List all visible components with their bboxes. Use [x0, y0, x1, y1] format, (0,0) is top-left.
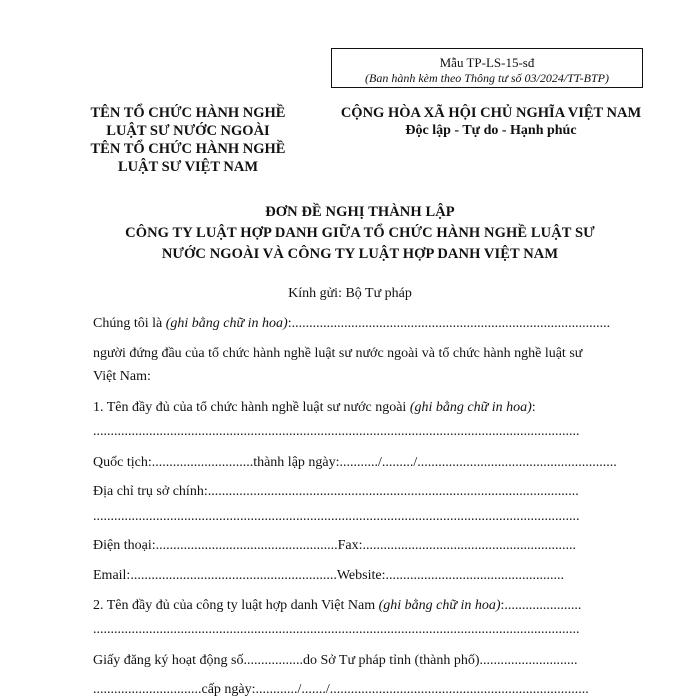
address-line[interactable]: Địa chỉ trụ sở chính:.......................................................................................................... [93, 484, 579, 499]
national-name: CỘNG HÒA XÃ HỘI CHỦ NGHĨA VIỆT NAM [340, 105, 642, 121]
license-line[interactable]: Giấy đăng ký hoạt động số.................do Sở Tư pháp tỉnh (thành phố)............................ [93, 653, 578, 668]
address-fill[interactable]: ........................................................................................................................................... [93, 509, 580, 524]
item2-fill[interactable]: :...................... [500, 598, 582, 613]
item1-hint: (ghi bằng chữ in hoa) [409, 400, 532, 415]
heads-line-2: Việt Nam: [93, 369, 151, 384]
item1-fill[interactable]: ........................................................................................................................................... [93, 424, 580, 439]
org-header-line: TÊN TỔ CHỨC HÀNH NGHỀ [90, 105, 286, 121]
org-header-line: LUẬT SƯ VIỆT NAM [117, 159, 259, 175]
phone-fax-line[interactable]: Điện thoại:....................................................Fax:............................................................. [93, 538, 576, 553]
form-code: Mẫu TP-LS-15-sđ [439, 55, 535, 70]
item2-line [93, 597, 633, 615]
org-header-line: LUẬT SƯ NƯỚC NGOÀI [106, 123, 270, 139]
recipient-line: Kính gửi: Bộ Tư pháp [288, 286, 412, 301]
issued-date-line[interactable]: ...............................cấp ngày:............/......./.......................................................................... [93, 682, 589, 697]
item2-fill-line[interactable]: ........................................................................................................................................... [93, 622, 580, 637]
item2-label: 2. Tên đầy đủ của công ty luật hợp danh Việt Nam [93, 598, 379, 613]
title-line: NƯỚC NGOÀI VÀ CÔNG TY LUẬT HỢP DANH VIỆT NAM [161, 246, 559, 262]
form-issuance-note: (Ban hành kèm theo Thông tư số 03/2024/TT-BTP) [365, 71, 609, 85]
title-line: ĐƠN ĐỀ NGHỊ THÀNH LẬP [265, 204, 455, 220]
item1-line [93, 399, 633, 417]
national-header [322, 104, 660, 140]
applicant-line [93, 315, 633, 333]
applicant-hint: (ghi bằng chữ in hoa) [165, 316, 288, 331]
email-website-line[interactable]: Email:...........................................................Website:................................................... [93, 568, 564, 583]
title-line: CÔNG TY LUẬT HỢP DANH GIỮA TỔ CHỨC HÀNH NGHỀ LUẬT SƯ [125, 225, 595, 241]
nationality-line[interactable]: Quốc tịch:.............................thành lập ngày:.........../........./......................................................... [93, 455, 617, 470]
national-motto: Độc lập - Tự do - Hạnh phúc [405, 123, 577, 138]
organization-header [72, 104, 304, 176]
applicant-label: Chúng tôi là [93, 316, 166, 331]
item1-label: 1. Tên đầy đủ của tổ chức hành nghề luật sư nước ngoài [93, 400, 410, 415]
heads-line-1: người đứng đầu của tổ chức hành nghề luật sư nước ngoài và tổ chức hành nghề luật sư [93, 346, 583, 361]
form-code-box [331, 48, 643, 88]
applicant-fill[interactable]: :........................................................................................... [287, 316, 611, 331]
item2-hint: (ghi bằng chữ in hoa) [378, 598, 501, 613]
org-header-line: TÊN TỔ CHỨC HÀNH NGHỀ [90, 141, 286, 157]
item1-colon: : [531, 400, 536, 415]
document-title [60, 202, 660, 265]
